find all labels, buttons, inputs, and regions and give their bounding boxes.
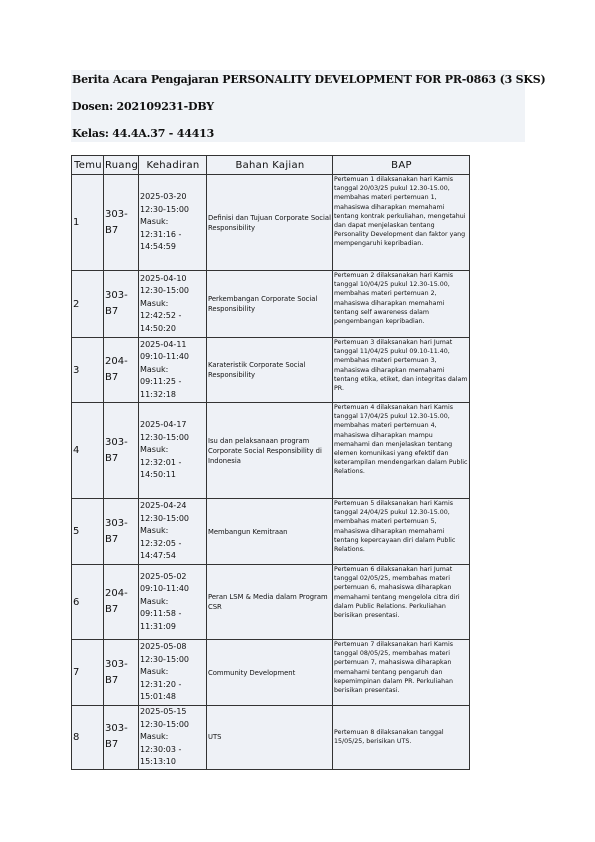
bap-text: Pertemuan 6 dilaksanakan hari Jumat tanggal 02/05/25, membahas materi pertemuan 6, mahasiswa diharapkan memahami tentang mengelola citra diri dalam Public Relations. Perkuliahan berisikan presentasi. <box>333 565 470 640</box>
table-row <box>72 175 470 271</box>
session-time: 09:10-11:40 <box>140 352 189 362</box>
meeting-number: 4 <box>72 403 104 499</box>
table-row <box>72 271 470 338</box>
table-header-row <box>72 156 470 175</box>
topic: Community Development <box>207 640 333 706</box>
session-date: 2025-04-17 <box>140 420 187 430</box>
meeting-number: 5 <box>72 499 104 565</box>
bap-text: Pertemuan 1 dilaksanakan hari Kamis tanggal 20/03/25 pukul 12.30-15.00, membahas materi pertemuan 1, mahasiswa diharapkan memahami tentang kontrak perkuliahan, mengetahui dan dapat menjelaskan tentang Personality Development dan faktor yang mempengaruhi kepribadian. <box>333 175 470 271</box>
bap-text: Pertemuan 2 dilaksanakan hari Kamis tanggal 10/04/25 pukul 12.30-15.00, membahas materi pertemuan 2, mahasiswa diharapkan memahami tentang self awareness dalam pengembangan kepribadian. <box>333 271 470 338</box>
attendance <box>139 271 207 338</box>
topic: Peran LSM & Media dalam Program CSR <box>207 565 333 640</box>
attendance <box>139 640 207 706</box>
col-header-temu: Temu <box>72 156 104 175</box>
room: 303-B7 <box>104 499 139 565</box>
topic: Perkembangan Corporate Social Responsibility <box>207 271 333 338</box>
session-time: 12:30-15:00 <box>140 286 189 296</box>
session-time: 12:30-15:00 <box>140 719 189 729</box>
meeting-number: 3 <box>72 338 104 403</box>
document-title: Berita Acara Pengajaran PERSONALITY DEVELOPMENT FOR PR-0863 (3 SKS) <box>72 73 546 86</box>
session-time: 12:30-15:00 <box>140 654 189 664</box>
check-in-time: Masuk: 12:32:05 - 14:47:54 <box>140 526 182 561</box>
meeting-number: 6 <box>72 565 104 640</box>
table-row <box>72 640 470 706</box>
col-header-bap: BAP <box>333 156 470 175</box>
bap-text: Pertemuan 4 dilaksanakan hari Kamis tanggal 17/04/25 pukul 12.30-15.00, membahas materi pertemuan 4, mahasiswa diharapkan mampu memahami dan menjelaskan tentang elemen komunikasi yang efektif dan keterampilan mendengarkan dalam Public Relations. <box>333 403 470 499</box>
attendance <box>139 565 207 640</box>
room: 303-B7 <box>104 640 139 706</box>
bap-text: Pertemuan 3 dilaksanakan hari Jumat tanggal 11/04/25 pukul 09.10-11.40, membahas materi pertemuan 3, mahasiswa diharapkan memahami tentang etika, etiket, dan integritas dalam PR. <box>333 338 470 403</box>
topic: Karateristik Corporate Social Responsibility <box>207 338 333 403</box>
check-in-time: Masuk: 12:31:20 - 15:01:48 <box>140 667 182 702</box>
document-header <box>71 70 546 142</box>
col-header-ruang: Ruang <box>104 156 139 175</box>
attendance <box>139 499 207 565</box>
session-time: 12:30-15:00 <box>140 204 189 214</box>
meeting-number: 2 <box>72 271 104 338</box>
table-row <box>72 706 470 770</box>
session-time: 09:10-11:40 <box>140 584 189 594</box>
bap-text: Pertemuan 8 dilaksanakan tanggal 15/05/25, berisikan UTS. <box>333 706 470 770</box>
attendance-table <box>71 155 470 770</box>
session-date: 2025-04-11 <box>140 339 187 349</box>
check-in-time: Masuk: 12:31:16 - 14:54:59 <box>140 217 182 252</box>
attendance <box>139 706 207 770</box>
topic: Membangun Kemitraan <box>207 499 333 565</box>
session-date: 2025-05-15 <box>140 707 187 716</box>
meeting-number: 1 <box>72 175 104 271</box>
table-row <box>72 338 470 403</box>
check-in-time: Masuk: 12:42:52 - 14:50:20 <box>140 298 182 333</box>
table-row <box>72 565 470 640</box>
meeting-number: 7 <box>72 640 104 706</box>
room: 303-B7 <box>104 271 139 338</box>
lecturer-line: Dosen: 202109231-DBY <box>72 100 214 113</box>
table-row <box>72 403 470 499</box>
topic: UTS <box>207 706 333 770</box>
topic: Isu dan pelaksanaan program Corporate Social Responsibility di Indonesia <box>207 403 333 499</box>
session-date: 2025-05-02 <box>140 571 187 581</box>
bap-text: Pertemuan 5 dilaksanakan hari Kamis tanggal 24/04/25 pukul 12.30-15.00, membahas materi pertemuan 5, mahasiswa diharapkan memahami tentang kepercayaan diri dalam Public Relations. <box>333 499 470 565</box>
col-header-kehadiran: Kehadiran <box>139 156 207 175</box>
session-time: 12:30-15:00 <box>140 432 189 442</box>
check-in-time: Masuk: 09:11:25 - 11:32:18 <box>140 364 182 399</box>
room: 303-B7 <box>104 175 139 271</box>
check-in-time: Masuk: 12:32:01 - 14:50:11 <box>140 445 182 480</box>
meeting-number: 8 <box>72 706 104 770</box>
bap-text: Pertemuan 7 dilaksanakan hari Kamis tanggal 08/05/25, membahas materi pertemuan 7, mahasiswa diharapkan memahami tentang pengaruh dan kepemimpinan dalam PR. Perkuliahan berisikan presentasi. <box>333 640 470 706</box>
session-date: 2025-05-08 <box>140 642 187 652</box>
room: 204-B7 <box>104 338 139 403</box>
session-date: 2025-04-24 <box>140 501 187 511</box>
session-date: 2025-04-10 <box>140 273 187 283</box>
room: 303-B7 <box>104 706 139 770</box>
room: 204-B7 <box>104 565 139 640</box>
col-header-bahan-kajian: Bahan Kajian <box>207 156 333 175</box>
topic: Definisi dan Tujuan Corporate Social Responsibility <box>207 175 333 271</box>
session-date: 2025-03-20 <box>140 192 187 202</box>
check-in-time: Masuk: 12:30:03 - 15:13:10 <box>140 732 182 766</box>
attendance <box>139 175 207 271</box>
check-in-time: Masuk: 09:11:58 - 11:31:09 <box>140 596 182 631</box>
attendance <box>139 338 207 403</box>
room: 303-B7 <box>104 403 139 499</box>
attendance <box>139 403 207 499</box>
session-time: 12:30-15:00 <box>140 513 189 523</box>
table-row <box>72 499 470 565</box>
class-line: Kelas: 44.4A.37 - 44413 <box>72 127 215 140</box>
